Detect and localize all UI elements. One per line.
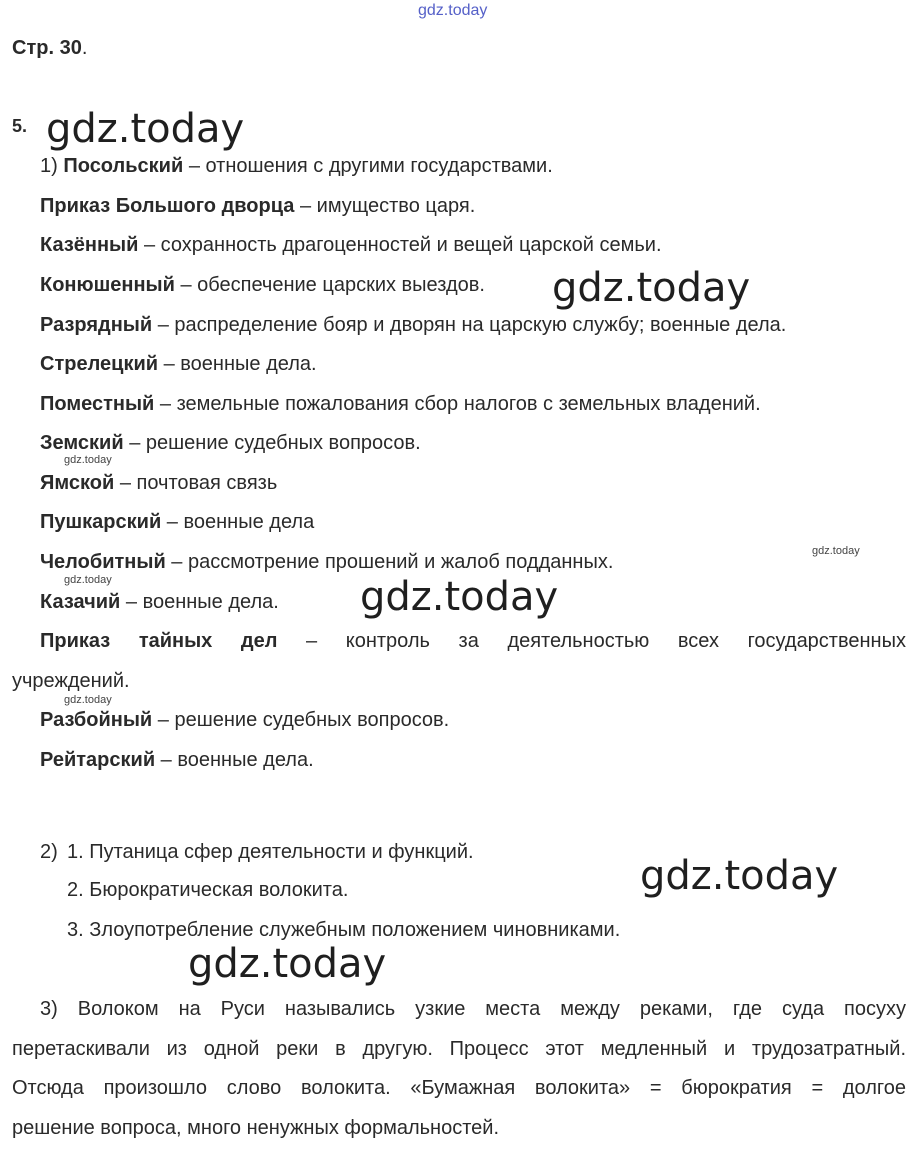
definition-item [40,273,485,297]
watermark-large: gdz.today [360,574,559,620]
item-desc: – почтовая связь [114,472,278,494]
watermark-large: gdz.today [46,106,245,152]
definition-item [40,352,317,376]
watermark-small: gdz.today [64,694,112,706]
list-item: 2. Бюрократическая волокита. [67,879,349,901]
item-desc: – военные дела. [155,749,314,771]
definition-item [40,510,314,534]
paragraph-line: Отсюда произошло слово волокита. «Бумажная волокита» = бюрократия = долгое [12,1077,906,1099]
paragraph-line: перетаскивали из одной реки в другую. Процесс этот медленный и трудозатратный. [12,1038,906,1060]
watermark-large: gdz.today [552,265,751,311]
page-header-suffix: . [81,37,88,59]
task-number: 5. [12,116,28,136]
item-desc-continued: учреждений. [12,670,130,692]
item-desc: – отношения с другими государствами. [183,155,553,177]
item-desc: – земельные пожалования сбор налогов с земельных владений. [154,393,761,415]
paragraph-line: 3) Волоком на Руси назывались узкие места между реками, где суда посуху [40,998,906,1020]
watermark-small: gdz.today [812,545,860,557]
definition-item [40,233,662,257]
item-desc: – военные дела [161,511,315,533]
item-name: Разрядный [40,314,153,336]
item-name: Разбойный [40,709,153,731]
item-desc: за [458,630,479,652]
item-name: Пушкарский [40,511,162,533]
watermark-top: gdz.today [418,2,488,19]
list-item: 1. Путаница сфер деятельности и функций. [67,841,474,863]
definition-item [40,748,314,772]
item-name: Приказ [40,630,111,652]
definition-item [40,313,786,337]
item-desc: – обеспечение царских выездов. [174,274,485,296]
item-desc: – сохранность драгоценностей и вещей царской семьи. [138,234,662,256]
item-name: Рейтарский [40,749,156,771]
item-name: Ямской [40,472,115,494]
item-desc: – военные дела. [120,591,279,613]
item-desc: деятельностью [507,630,650,652]
definition-item-secret [40,629,906,653]
paragraph-line: решение вопроса, много ненужных формальностей. [12,1117,500,1139]
list-item: 3. Злоупотребление служебным положением чиновниками. [67,919,621,941]
item-name: тайных [138,630,213,652]
watermark-large: gdz.today [188,941,387,987]
item-name: дел [240,630,278,652]
item-desc: – решение судебных вопросов. [123,432,421,454]
item-name: Челобитный [40,551,166,573]
watermark-small: gdz.today [64,574,112,586]
page-header [12,36,87,60]
definition-item [40,194,475,218]
section1-number: 1) [40,155,58,177]
definition-item [40,154,553,178]
definition-item [40,550,613,574]
item-desc: – [306,630,318,652]
item-desc: государственных [747,630,906,652]
definition-item [40,471,277,495]
item-name: Посольский [63,155,184,177]
watermark-small: gdz.today [64,454,112,466]
item-desc: – рассмотрение прошений и жалоб подданных. [165,551,614,573]
section2-number: 2) [40,841,58,863]
item-desc: всех [677,630,719,652]
item-name: Конюшенный [40,274,175,296]
item-name: Казённый [40,234,139,256]
item-name: Поместный [40,393,155,415]
item-name: Стрелецкий [40,353,159,375]
item-name: Казачий [40,591,121,613]
item-desc: – имущество царя. [294,195,476,217]
definition-item [40,392,761,416]
definition-item [40,708,449,732]
definition-item [40,431,421,455]
item-desc: контроль [345,630,430,652]
item-name: Приказ Большого дворца [40,195,295,217]
item-desc: – решение судебных вопросов. [152,709,450,731]
item-name: Земский [40,432,124,454]
page-header-label: Стр. 30 [12,37,82,59]
definition-item [40,590,279,614]
watermark-large: gdz.today [640,853,839,899]
item-desc: – военные дела. [158,353,317,375]
item-desc: – распределение бояр и дворян на царскую службу; военные дела. [152,314,787,336]
